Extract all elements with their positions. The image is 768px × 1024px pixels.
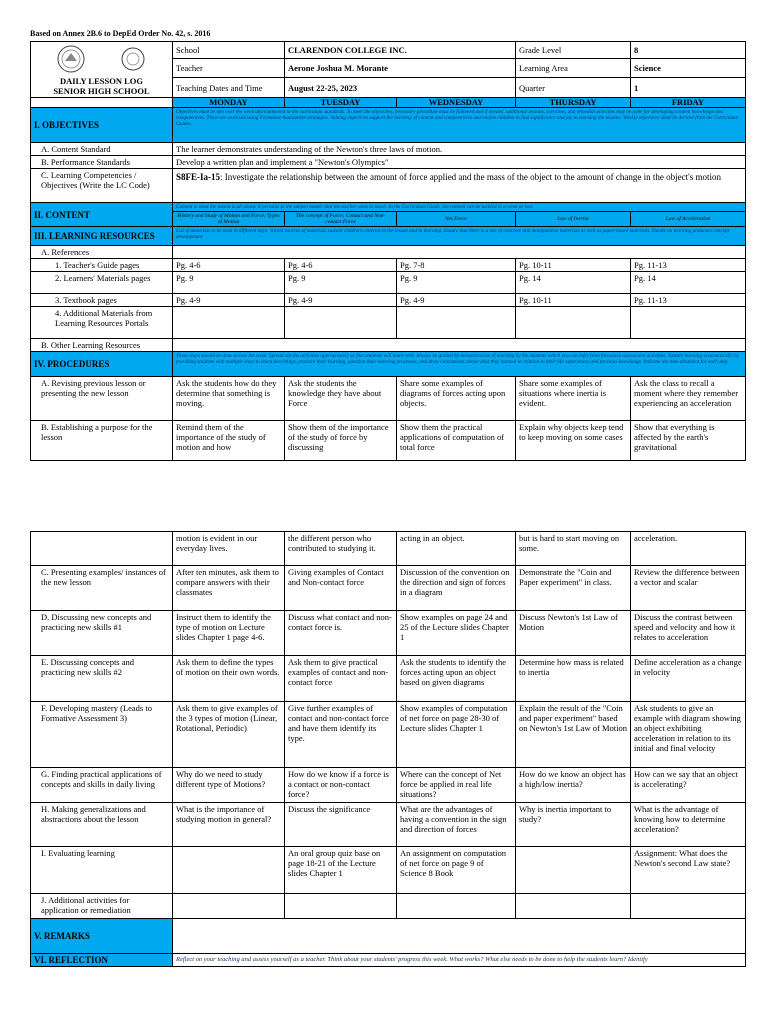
school-value: CLARENDON COLLEGE INC.	[285, 42, 516, 59]
day-header-blank	[31, 98, 173, 108]
content-note: Content is what the lesson is all about. It pertains to the subject matter that the teacher aims to teach. In the Curriculum Guide, the content can be tackled in a week or two.	[173, 203, 746, 212]
proc-f-monday: Ask them to give examples of the 3 types of motion (Linear, Rotational, Periodic)	[173, 702, 285, 768]
tg-friday: Pg. 11-13	[631, 259, 746, 272]
proc-e-label: E. Discussing concepts and practicing new skills #2	[31, 656, 173, 702]
proc-d-wednesday: Show examples on page 24 and 25 of the Lecture slides Chapter 1	[397, 611, 516, 656]
proc-i-label: I. Evaluating learning	[31, 847, 173, 894]
proc-b-thursday: Explain why objects keep tend to keep moving on some cases	[516, 421, 631, 461]
day-monday: MONDAY	[173, 98, 285, 108]
proc-g-wednesday: Where can the concept of Net force be applied in real life situations?	[397, 768, 516, 803]
resources-note: List of materials to be used in different days. Varied sources of materials sustain children's interest in the lesson and in learning. Ensure that there is a mix of concrete and manipulative materials as well as paper-based materials. Hands-on learning promotes concept development.	[173, 227, 746, 246]
proc-b-cont-thursday: but is hard to start moving on some.	[516, 532, 631, 566]
day-thursday: THURSDAY	[516, 98, 631, 108]
tb-monday: Pg. 4-9	[173, 294, 285, 307]
dll-subtitle: SENIOR HIGH SCHOOL	[53, 86, 150, 96]
proc-h-label: H. Making generalizations and abstractions about the lesson	[31, 803, 173, 847]
lr-thursday	[516, 307, 631, 339]
proc-b-label: B. Establishing a purpose for the lesson	[31, 421, 173, 461]
proc-e-wednesday: Ask the students to identify the forces acting upon an object based on given diagrams	[397, 656, 516, 702]
proc-b-cont-tuesday: the different person who contributed to studying it.	[285, 532, 397, 566]
tb-thursday: Pg. 10-11	[516, 294, 631, 307]
proc-e-tuesday: Ask them to give practical examples of contact and non-contact force	[285, 656, 397, 702]
proc-g-label: G. Finding practical applications of concepts and skills in daily living	[31, 768, 173, 803]
content-standard-label: A. Content Standard	[31, 143, 173, 156]
proc-b-wednesday: Show them the practical applications of computation of total force	[397, 421, 516, 461]
header-logo-cell	[31, 42, 173, 98]
lm-friday: Pg. 14	[631, 272, 746, 294]
objectives-note: Objectives must be met over the week and connected to the curriculum standards. To meet the objectives, necessary procedure must be followed and if needed, additional lessons, exercises, and remedial activities may be done for developing content knowledge and competencies. These are assessed using Formative Assessment strategies. Valuing objectives support the learning of content and competencies and enable children to find significance and joy in learning the lessons. Weekly objectives shall be derived from the Curriculum Guides.	[173, 108, 746, 143]
proc-f-label: F. Developing mastery (Leads to Formative Assessment 3)	[31, 702, 173, 768]
references-row	[173, 246, 746, 259]
proc-f-thursday: Explain the result of the "Coin and paper experiment" based on Newton's 1st Law of Motion	[516, 702, 631, 768]
day-tuesday: TUESDAY	[285, 98, 397, 108]
competencies	[173, 169, 746, 203]
dll-title: DAILY LESSON LOG	[60, 76, 143, 86]
proc-g-friday: How can we say that an object is accelerating?	[631, 768, 746, 803]
proc-b-monday: Remind them of the importance of the study of motion and how	[173, 421, 285, 461]
other-resources-label: B. Other Learning Resources	[31, 339, 173, 352]
remarks-content	[173, 919, 746, 954]
proc-j-label: J. Additional activities for application or remediation	[31, 894, 173, 919]
proc-b-cont-monday: motion is evident in our everyday lives.	[173, 532, 285, 566]
proc-i-tuesday: An oral group quiz base on page 18-21 of the Lecture slides Chapter 1	[285, 847, 397, 894]
teachers-guide-label: 1. Teacher's Guide pages	[31, 259, 173, 272]
references-label: A. References	[31, 246, 173, 259]
proc-g-monday: Why do we need to study different type of Motions?	[173, 768, 285, 803]
tb-tuesday: Pg. 4-9	[285, 294, 397, 307]
dates-value: August 22-25, 2023	[285, 78, 516, 98]
proc-e-friday: Define acceleration as a change in velocity	[631, 656, 746, 702]
proc-e-thursday: Determine how mass is related to inertia	[516, 656, 631, 702]
proc-d-label: D. Discussing new concepts and practicing new skills #1	[31, 611, 173, 656]
reflection-heading: VI. REFLECTION	[31, 954, 173, 967]
area-label: Learning Area	[516, 59, 631, 78]
proc-j-thursday	[516, 894, 631, 919]
teacher-value: Aerone Joshua M. Morante	[285, 59, 516, 78]
proc-f-friday: Ask students to give an example with diagram showing an object exhibiting acceleration in relation to its initial and final velocity	[631, 702, 746, 768]
lr-wednesday	[397, 307, 516, 339]
objectives-heading: I. OBJECTIVES	[31, 108, 173, 143]
area-value: Science	[631, 59, 746, 78]
day-wednesday: WEDNESDAY	[397, 98, 516, 108]
procedures-note: These steps should be done across the week. Spread out the activities appropriately so that students will learn well. Always be guided by demonstration of learning by the students which you can infer from formative assessment activities. Sustain learning systematically by providing students with multiple ways to learn new things, practice their learning, question their learning processes, and draw conclusions about what they learned in relation to their life experiences and previous knowledge. Indicate the time allotment for each step.	[173, 352, 746, 377]
proc-j-monday	[173, 894, 285, 919]
content-topic-thursday: Law of Inertia	[516, 212, 631, 227]
proc-i-monday	[173, 847, 285, 894]
lr-monday	[173, 307, 285, 339]
proc-a-tuesday: Ask the students the knowledge they have about Force	[285, 377, 397, 421]
lc-text: : Investigate the relationship between the amount of force applied and the mass of the object to the amount of change in the object's motion	[220, 172, 721, 182]
proc-b-friday: Show that everything is affected by the earth's gravitational	[631, 421, 746, 461]
content-topic-monday: History and Study of Motion and Force; Types of Motion	[173, 212, 285, 227]
other-resources-row	[173, 339, 746, 352]
tb-wednesday: Pg. 4-9	[397, 294, 516, 307]
procedures-heading: IV. PROCEDURES	[31, 352, 173, 377]
lesson-log-table-page1	[30, 41, 746, 461]
lm-wednesday: Pg. 9	[397, 272, 516, 294]
proc-f-tuesday: Give further examples of contact and non-contact force and have them identify its type.	[285, 702, 397, 768]
proc-d-tuesday: Discuss what contact and non-contact force is.	[285, 611, 397, 656]
proc-c-tuesday: Giving examples of Contact and Non-contact force	[285, 566, 397, 611]
annex-reference: Based on Annex 2B.6 to DepEd Order No. 42, s. 2016	[30, 29, 211, 38]
content-topic-friday: Law of Acceleration	[631, 212, 746, 227]
tb-friday: Pg. 11-13	[631, 294, 746, 307]
proc-h-wednesday: What are the advantages of having a convention in the sign and direction of forces	[397, 803, 516, 847]
additional-materials-label: 4. Additional Materials from Learning Resources Portals	[31, 307, 173, 339]
lm-monday: Pg. 9	[173, 272, 285, 294]
proc-b-tuesday: Show them of the importance of the study of force by discussing	[285, 421, 397, 461]
tg-monday: Pg. 4-6	[173, 259, 285, 272]
proc-f-wednesday: Show examples of computation of net force on page 28-30 of Lecture slides Chapter 1	[397, 702, 516, 768]
proc-c-monday: After ten minutes, ask them to compare answers with their classmates	[173, 566, 285, 611]
content-topic-tuesday: The concept of Force; Contact and Non-contact Force	[285, 212, 397, 227]
proc-e-monday: Ask them to define the types of motion on their own words.	[173, 656, 285, 702]
reflection-note: Reflect on your teaching and assess yourself as a teacher. Think about your students' progress this week. What works? What else needs to be done to help the students learn? Identify	[173, 954, 746, 967]
proc-c-friday: Review the difference between a vector and scalar	[631, 566, 746, 611]
proc-a-friday: Ask the class to recall a moment where they remember experiencing an acceleration	[631, 377, 746, 421]
proc-g-tuesday: How do we know if a force is a contact or non-contact force?	[285, 768, 397, 803]
proc-g-thursday: How do we know an object has a high/low inertia?	[516, 768, 631, 803]
proc-h-monday: What is the importance of studying motion in general?	[173, 803, 285, 847]
performance-standard: Develop a written plan and implement a "Newton's Olympics"	[173, 156, 746, 169]
tg-tuesday: Pg. 4-6	[285, 259, 397, 272]
proc-b-cont-friday: acceleration.	[631, 532, 746, 566]
proc-j-wednesday	[397, 894, 516, 919]
lm-thursday: Pg. 14	[516, 272, 631, 294]
tg-wednesday: Pg. 7-8	[397, 259, 516, 272]
grade-value: 8	[631, 42, 746, 59]
proc-c-wednesday: Discussion of the convention on the direction and sign of forces in a diagram	[397, 566, 516, 611]
lr-tuesday	[285, 307, 397, 339]
proc-h-friday: What is the advantage of knowing how to determine acceleration?	[631, 803, 746, 847]
content-topic-wednesday: Net Force	[397, 212, 516, 227]
resources-heading: III. LEARNING RESOURCES	[31, 227, 173, 246]
proc-j-tuesday	[285, 894, 397, 919]
proc-i-friday: Assignment: What does the Newton's second Law state?	[631, 847, 746, 894]
proc-i-wednesday: An assignment on computation of net force on page 9 of Science 8 Book	[397, 847, 516, 894]
proc-h-thursday: Why is inertia important to study?	[516, 803, 631, 847]
proc-j-friday	[631, 894, 746, 919]
proc-b-cont-label	[31, 532, 173, 566]
proc-d-monday: Instruct them to identify the type of motion on Lecture slides Chapter 1 page 4-6.	[173, 611, 285, 656]
tg-thursday: Pg. 10-11	[516, 259, 631, 272]
proc-b-cont-wednesday: acting in an object.	[397, 532, 516, 566]
performance-standard-label: B. Performance Standards	[31, 156, 173, 169]
lr-friday	[631, 307, 746, 339]
dates-label: Teaching Dates and Time	[173, 78, 285, 98]
grade-label: Grade Level	[516, 42, 631, 59]
teacher-label: Teacher	[173, 59, 285, 78]
lm-tuesday: Pg. 9	[285, 272, 397, 294]
textbook-label: 3. Textbook pages	[31, 294, 173, 307]
proc-c-thursday: Demonstrate the "Coin and Paper experiment" in class.	[516, 566, 631, 611]
proc-a-thursday: Share some examples of situations where inertia is evident.	[516, 377, 631, 421]
school-label: School	[173, 42, 285, 59]
content-heading: II. CONTENT	[31, 203, 173, 227]
content-standard: The learner demonstrates understanding of the Newton's three laws of motion.	[173, 143, 746, 156]
proc-d-thursday: Discuss Newton's 1st Law of Motion	[516, 611, 631, 656]
proc-i-thursday	[516, 847, 631, 894]
proc-a-wednesday: Share some examples of diagrams of forces acting upon objects.	[397, 377, 516, 421]
competencies-label: C. Learning Competencies / Objectives (Write the LC Code)	[31, 169, 173, 203]
remarks-heading: V. REMARKS	[31, 919, 173, 954]
lc-code: S8FE-Ia-15	[176, 172, 221, 182]
deped-seal-icon	[49, 44, 153, 74]
lesson-log-table-page2	[30, 531, 746, 967]
proc-h-tuesday: Discuss the significance	[285, 803, 397, 847]
learners-materials-label: 2. Learners' Materials pages	[31, 272, 173, 294]
proc-a-label: A. Revising previous lesson or presenting the new lesson	[31, 377, 173, 421]
proc-c-label: C. Presenting examples/ instances of the new lesson	[31, 566, 173, 611]
day-friday: FRIDAY	[631, 98, 746, 108]
quarter-value: 1	[631, 78, 746, 98]
proc-a-monday: Ask the students how do they determine that something is moving.	[173, 377, 285, 421]
quarter-label: Quarter	[516, 78, 631, 98]
proc-d-friday: Discuss the contrast between speed and velocity and how it relates to acceleration	[631, 611, 746, 656]
